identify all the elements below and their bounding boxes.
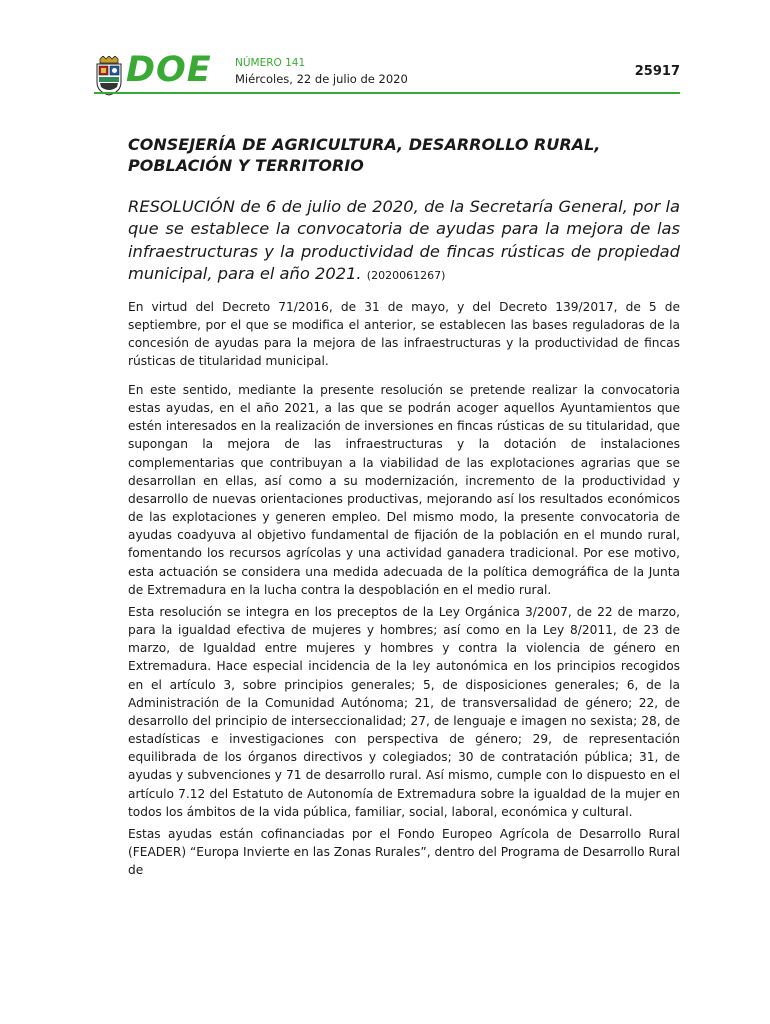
doe-logo: DOE bbox=[126, 50, 212, 90]
section-title: CONSEJERÍA DE AGRICULTURA, DESARROLLO RURAL, POBLACIÓN Y TERRITORIO bbox=[128, 135, 601, 175]
issue-number: NÚMERO 141 bbox=[235, 57, 306, 69]
body-paragraph: En virtud del Decreto 71/2016, de 31 de mayo, y del Decreto 139/2017, de 5 de septiembre, por el que se modifica el anterior, se establecen las bases reguladoras de la concesión de ayudas para la mejora de las infraestructuras y la productividad de fincas rústicas de titularidad municipal. bbox=[128, 300, 680, 369]
body-paragraph: Estas ayudas están cofinanciadas por el Fondo Europeo Agrícola de Desarrollo Rural (FEADER) “Europa Invierte en las Zonas Rurales”, dentro del Programa de Desarrollo Rural de bbox=[128, 827, 680, 878]
extremadura-coat-of-arms-icon bbox=[94, 56, 124, 96]
body-paragraph: Esta resolución se integra en los preceptos de la Ley Orgánica 3/2007, de 22 de marzo, para la igualdad efectiva de mujeres y hombres; así como en la Ley 8/2011, de 23 de marzo, de Igualdad entre mujeres y hombres y contra la violencia de género en Extremadura. Hace especial incidencia de la ley autonómica en los principios recogidos en el artículo 3, sobre principios generales; 5, de disposiciones generales; 6, de la Administración de la Comunidad Autónoma; 21, de transversalidad de género; 22, de desarrollo del principio de interseccionalidad; 27, de lenguaje e imagen no sexista; 28, de estadísticas e investigaciones con perspectiva de género; 29, de representación equilibrada de los órganos directivos y colegiados; 30 de contratación pública; 31, de ayudas y subvenciones y 71 de desarrollo rural. Así mismo, cumple con lo dispuesto en el artículo 7.12 del Estatuto de Autonomía de Extremadura sobre la igualdad de la mujer en todos los ámbitos de la vida pública, familiar, social, laboral, económica y cultural. bbox=[128, 605, 680, 819]
page-header bbox=[94, 50, 680, 94]
resolution-text: RESOLUCIÓN de 6 de julio de 2020, de la Secretaría General, por la que se establece la convocatoria de ayudas para la mejora de las infraestructuras y la productividad de fincas rústicas de propiedad municipal, para el año 2021. bbox=[128, 197, 680, 283]
body-paragraph: En este sentido, mediante la presente resolución se pretende realizar la convocatoria estas ayudas, en el año 2021, a las que se podrán acoger aquellos Ayuntamientos que estén interesados en la realización de inversiones en fincas rústicas de su titularidad, que supongan la mejora de las infraestructuras y la dotación de instalaciones complementarias que contribuyan a la viabilidad de las explotaciones agrarias que se desarrollan en ellas, así como a su modernización, incremento de la productividad y desarrollo de nuevas orientaciones productivas, mejorando así los resultados económicos de las explotaciones y generen empleo. Del mismo modo, la presente convocatoria de ayudas coadyuva al objetivo fundamental de fijación de la población en el mundo rural, fomentando los recursos agrícolas y una actividad ganadera tradicional. Por ese motivo, esta actuación se considera una medida adecuada de la política demográfica de la Junta de Extremadura en la lucha contra la despoblación en el medio rural. bbox=[128, 383, 680, 597]
resolution-title bbox=[128, 196, 680, 287]
resolution-reference: (2020061267) bbox=[366, 268, 446, 282]
publication-date: Miércoles, 22 de julio de 2020 bbox=[235, 72, 408, 86]
page-number: 25917 bbox=[634, 64, 680, 79]
header-divider bbox=[94, 92, 680, 94]
